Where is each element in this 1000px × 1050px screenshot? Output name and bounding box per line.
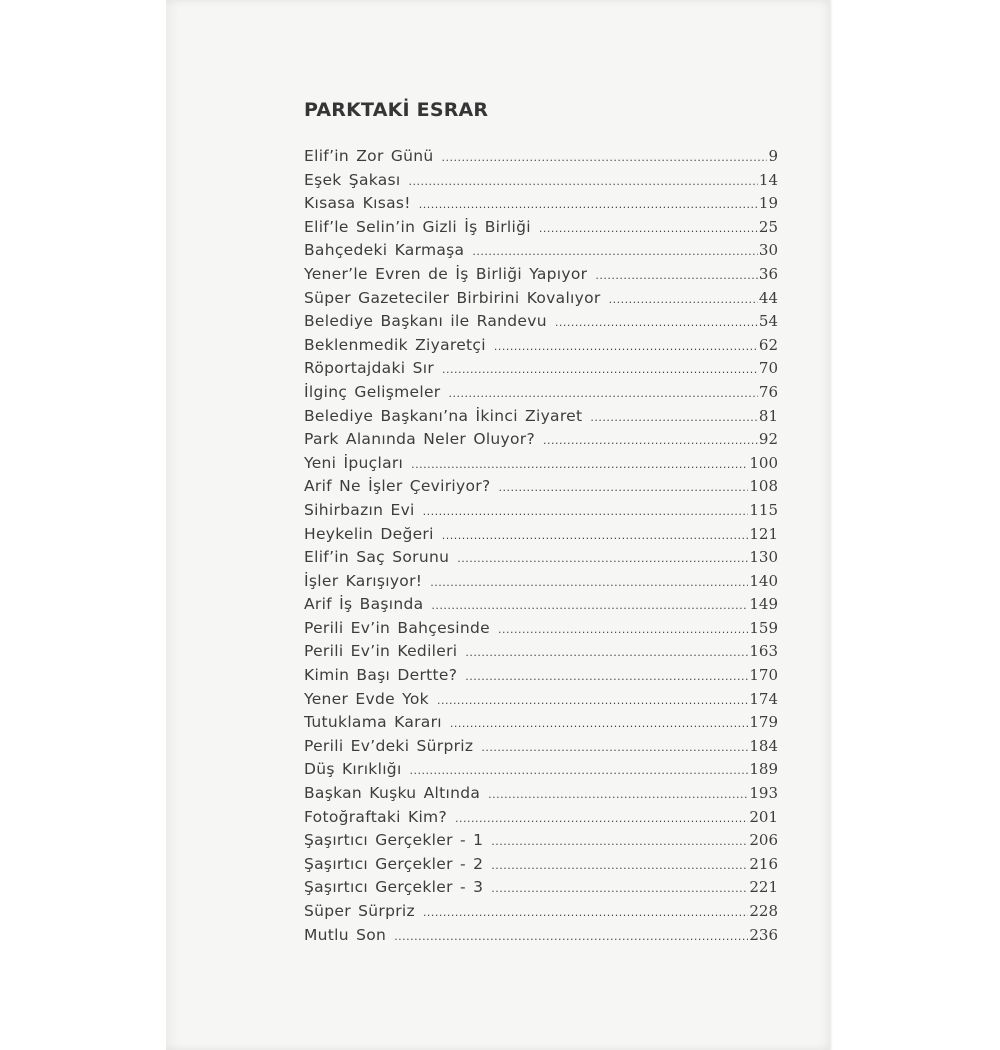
chapter-title: Yener Evde Yok — [304, 689, 429, 708]
chapter-title: Tutuklama Kararı — [304, 713, 442, 732]
dot-leader — [437, 689, 748, 713]
chapter-title: Yener’le Evren de İş Birliği Yapıyor — [304, 264, 588, 283]
toc-entry — [304, 617, 778, 641]
dot-leader — [491, 830, 748, 854]
page-number: 54 — [758, 312, 778, 331]
dot-leader — [419, 193, 758, 217]
chapter-title: Sihirbazın Evi — [304, 500, 415, 519]
chapter-title: Yeni İpuçları — [304, 453, 404, 472]
toc-entry — [304, 310, 778, 334]
dot-leader — [455, 807, 748, 831]
toc-entry — [304, 216, 778, 240]
page-number: 19 — [758, 194, 778, 213]
chapter-title: Mutlu Son — [304, 925, 387, 944]
table-of-contents — [304, 145, 778, 947]
toc-entry — [304, 287, 778, 311]
dot-leader — [488, 783, 748, 807]
chapter-title: Arif İş Başında — [304, 595, 424, 614]
dot-leader — [442, 146, 768, 170]
dot-leader — [450, 712, 748, 736]
dot-leader — [394, 925, 748, 949]
book-title: PARKTAKİ ESRAR — [304, 99, 489, 121]
page-number: 100 — [749, 453, 778, 472]
toc-entry — [304, 334, 778, 358]
chapter-title: Perili Ev’in Kedileri — [304, 642, 458, 661]
toc-entry — [304, 758, 778, 782]
toc-entry — [304, 829, 778, 853]
page-number: 206 — [749, 831, 778, 850]
chapter-title: Kimin Başı Dertte? — [304, 666, 458, 685]
chapter-title: Belediye Başkanı ile Randevu — [304, 312, 547, 331]
chapter-title: İşler Karışıyor! — [304, 571, 423, 590]
page-number: 130 — [749, 548, 778, 567]
dot-leader — [410, 759, 749, 783]
page-number: 189 — [749, 760, 778, 779]
page-number: 216 — [749, 854, 778, 873]
page-number: 163 — [749, 642, 778, 661]
chapter-title: Fotoğraftaki Kim? — [304, 807, 447, 826]
page-number: 221 — [749, 878, 778, 897]
chapter-title: Elif’in Zor Günü — [304, 147, 434, 165]
toc-entry — [304, 806, 778, 830]
dot-leader — [491, 854, 748, 878]
dot-leader — [423, 901, 748, 925]
toc-entry — [304, 688, 778, 712]
chapter-title: Başkan Kuşku Altında — [304, 784, 481, 803]
toc-entry — [304, 900, 778, 924]
page-number: 170 — [749, 666, 778, 685]
chapter-title: Şaşırtıcı Gerçekler - 1 — [304, 831, 484, 850]
toc-entry — [304, 546, 778, 570]
chapter-title: Beklenmedik Ziyaretçi — [304, 335, 486, 354]
chapter-title: Süper Sürpriz — [304, 902, 415, 920]
dot-leader — [590, 406, 758, 430]
dot-leader — [472, 240, 758, 264]
dot-leader — [465, 641, 748, 665]
page-number: 228 — [749, 902, 778, 920]
toc-entry — [304, 711, 778, 735]
page-number: 236 — [749, 925, 778, 944]
dot-leader — [411, 453, 748, 477]
page-number: 121 — [749, 524, 778, 543]
toc-entry — [304, 523, 778, 547]
chapter-title: Kısasa Kısas! — [304, 194, 411, 213]
toc-entry — [304, 452, 778, 476]
page-number: 201 — [749, 807, 778, 826]
dot-leader — [595, 264, 758, 288]
page-number: 9 — [768, 147, 778, 165]
toc-entry — [304, 169, 778, 193]
toc-entry — [304, 192, 778, 216]
page-number: 159 — [749, 618, 778, 637]
toc-entry — [304, 357, 778, 381]
toc-entry — [304, 853, 778, 877]
toc-entry — [304, 381, 778, 405]
chapter-title: Belediye Başkanı’na İkinci Ziyaret — [304, 406, 583, 425]
chapter-title: Süper Gazeteciler Birbirini Kovalıyor — [304, 288, 601, 307]
chapter-title: Perili Ev’in Bahçesinde — [304, 618, 490, 637]
toc-entry — [304, 239, 778, 263]
chapter-title: İlginç Gelişmeler — [304, 382, 441, 401]
dot-leader — [465, 665, 748, 689]
page-number: 36 — [758, 264, 778, 283]
toc-entry — [304, 475, 778, 499]
page-number: 44 — [758, 288, 778, 307]
toc-entry — [304, 428, 778, 452]
dot-leader — [609, 288, 758, 312]
dot-leader — [423, 500, 749, 524]
page-number: 184 — [749, 736, 778, 755]
chapter-title: Park Alanında Neler Oluyor? — [304, 430, 536, 449]
dot-leader — [543, 429, 758, 453]
toc-entry — [304, 593, 778, 617]
chapter-title: Arif Ne İşler Çeviriyor? — [304, 477, 491, 496]
dot-leader — [498, 618, 748, 642]
toc-entry — [304, 570, 778, 594]
dot-leader — [457, 547, 748, 571]
page-number: 25 — [758, 217, 778, 236]
toc-entry — [304, 782, 778, 806]
dot-leader — [431, 594, 748, 618]
chapter-title: Heykelin Değeri — [304, 524, 434, 543]
chapter-title: Elif’le Selin’in Gizli İş Birliği — [304, 217, 531, 236]
page-number: 70 — [758, 359, 778, 378]
chapter-title: Elif’in Saç Sorunu — [304, 548, 450, 567]
toc-entry — [304, 145, 778, 169]
page-number: 30 — [758, 241, 778, 260]
page-number: 76 — [758, 382, 778, 401]
dot-leader — [409, 170, 758, 194]
toc-entry — [304, 499, 778, 523]
page-number: 62 — [758, 335, 778, 354]
page-number: 174 — [749, 689, 778, 708]
chapter-title: Şaşırtıcı Gerçekler - 3 — [304, 878, 484, 897]
dot-leader — [494, 335, 758, 359]
toc-entry — [304, 735, 778, 759]
toc-entry — [304, 263, 778, 287]
dot-leader — [430, 571, 748, 595]
dot-leader — [491, 877, 748, 901]
page-number: 92 — [758, 430, 778, 449]
page-number: 193 — [749, 784, 778, 803]
page-number: 14 — [758, 170, 778, 189]
page-number: 179 — [749, 713, 778, 732]
dot-leader — [539, 217, 758, 241]
toc-entry — [304, 640, 778, 664]
page-number: 108 — [749, 477, 778, 496]
chapter-title: Röportajdaki Sır — [304, 359, 434, 378]
chapter-title: Bahçedeki Karmaşa — [304, 241, 465, 260]
toc-entry — [304, 664, 778, 688]
chapter-title: Şaşırtıcı Gerçekler - 2 — [304, 854, 484, 873]
dot-leader — [499, 476, 749, 500]
page-number: 115 — [749, 500, 778, 519]
dot-leader — [442, 358, 758, 382]
chapter-title: Düş Kırıklığı — [304, 760, 402, 779]
page-edge — [829, 0, 833, 1050]
dot-leader — [448, 382, 757, 406]
page-number: 140 — [749, 571, 778, 590]
dot-leader — [481, 736, 748, 760]
toc-entry — [304, 876, 778, 900]
page-number: 81 — [758, 406, 778, 425]
toc-entry — [304, 405, 778, 429]
toc-entry — [304, 924, 778, 948]
chapter-title: Eşek Şakası — [304, 170, 401, 189]
dot-leader — [555, 311, 758, 335]
dot-leader — [442, 524, 749, 548]
page-number: 149 — [749, 595, 778, 614]
chapter-title: Perili Ev’deki Sürpriz — [304, 736, 474, 755]
